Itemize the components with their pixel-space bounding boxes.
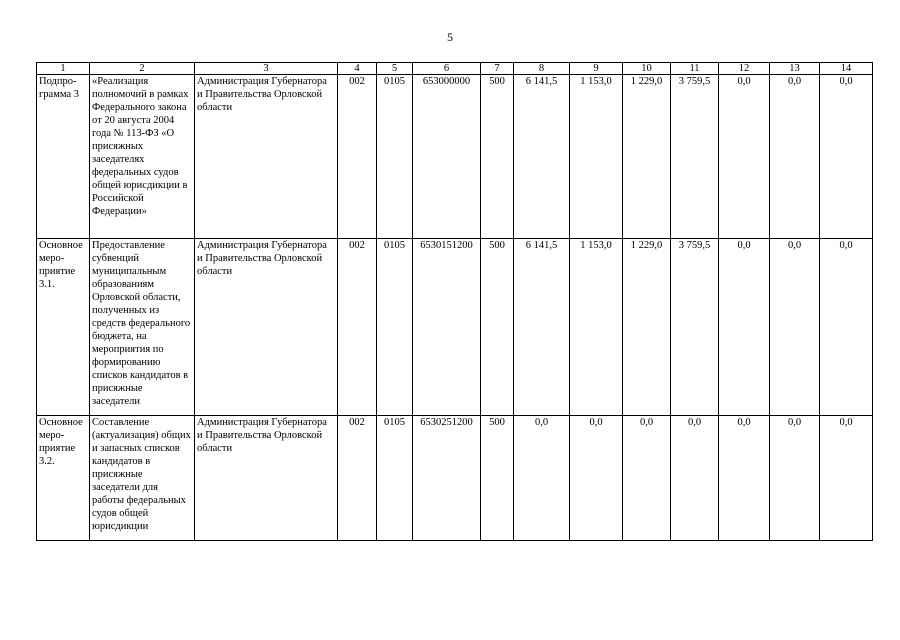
table-cell: 0105 — [377, 75, 413, 239]
table-cell: 0,0 — [514, 416, 570, 541]
table-cell: 0,0 — [570, 416, 623, 541]
table-cell: 0,0 — [623, 416, 671, 541]
table-cell: 0,0 — [820, 239, 873, 416]
table-cell: «Реализация полномочий в рамках Федерального закона от 20 августа 2004 года № 113-ФЗ «О присяжных заседателях федеральных судов общей юрисдикции в Российской Федерации» — [90, 75, 195, 239]
table-cell: 0,0 — [719, 416, 770, 541]
table-row — [37, 416, 873, 541]
table-cell: 0,0 — [820, 75, 873, 239]
table-cell: 6 141,5 — [514, 75, 570, 239]
table-row — [37, 75, 873, 239]
table-cell: 6530151200 — [413, 239, 481, 416]
col-header-6: 6 — [413, 63, 481, 75]
table-cell: 0105 — [377, 416, 413, 541]
table-cell: 002 — [338, 416, 377, 541]
table-cell: Основное меро-приятие 3.2. — [37, 416, 90, 541]
col-header-4: 4 — [338, 63, 377, 75]
col-header-10: 10 — [623, 63, 671, 75]
table-cell: Подпро-грамма 3 — [37, 75, 90, 239]
table-cell: Администрация Губернатора и Правительства Орловской области — [195, 75, 338, 239]
table-cell: 1 153,0 — [570, 239, 623, 416]
col-header-8: 8 — [514, 63, 570, 75]
table-cell: 002 — [338, 75, 377, 239]
table-cell: Администрация Губернатора и Правительства Орловской области — [195, 416, 338, 541]
col-header-2: 2 — [90, 63, 195, 75]
table-cell: 0,0 — [719, 239, 770, 416]
table-cell: 500 — [481, 239, 514, 416]
col-header-3: 3 — [195, 63, 338, 75]
col-header-14: 14 — [820, 63, 873, 75]
table-cell: 0,0 — [770, 75, 820, 239]
table-cell: 3 759,5 — [671, 239, 719, 416]
col-header-1: 1 — [37, 63, 90, 75]
table-cell: 6 141,5 — [514, 239, 570, 416]
col-header-5: 5 — [377, 63, 413, 75]
table-cell: 0,0 — [719, 75, 770, 239]
table-cell: 002 — [338, 239, 377, 416]
table-cell: Предоставление субвенций муниципальным образованиям Орловской области, полученных из средств федерального бюджета, на мероприятия по формированию списков кандидатов в присяжные заседатели — [90, 239, 195, 416]
table-cell: 500 — [481, 416, 514, 541]
table-cell: Основное меро-приятие 3.1. — [37, 239, 90, 416]
table-cell: 0105 — [377, 239, 413, 416]
table-cell: 0,0 — [770, 239, 820, 416]
table-cell: 653000000 — [413, 75, 481, 239]
table-cell: 500 — [481, 75, 514, 239]
table-cell: 3 759,5 — [671, 75, 719, 239]
table-cell: 0,0 — [671, 416, 719, 541]
budget-table — [36, 62, 873, 541]
table-cell: 0,0 — [820, 416, 873, 541]
col-header-13: 13 — [770, 63, 820, 75]
col-header-7: 7 — [481, 63, 514, 75]
col-header-12: 12 — [719, 63, 770, 75]
col-header-11: 11 — [671, 63, 719, 75]
table-cell: 0,0 — [770, 416, 820, 541]
table-row — [37, 239, 873, 416]
col-header-9: 9 — [570, 63, 623, 75]
table-cell: 1 229,0 — [623, 75, 671, 239]
table-cell: 1 229,0 — [623, 239, 671, 416]
page-number: 5 — [447, 30, 453, 44]
table-cell: 1 153,0 — [570, 75, 623, 239]
table-cell: 6530251200 — [413, 416, 481, 541]
table-cell: Администрация Губернатора и Правительства Орловской области — [195, 239, 338, 416]
table-cell: Составление (актуализация) общих и запасных списков кандидатов в присяжные заседатели для работы федеральных судов общей юрисдикции — [90, 416, 195, 541]
header-row — [37, 63, 873, 75]
